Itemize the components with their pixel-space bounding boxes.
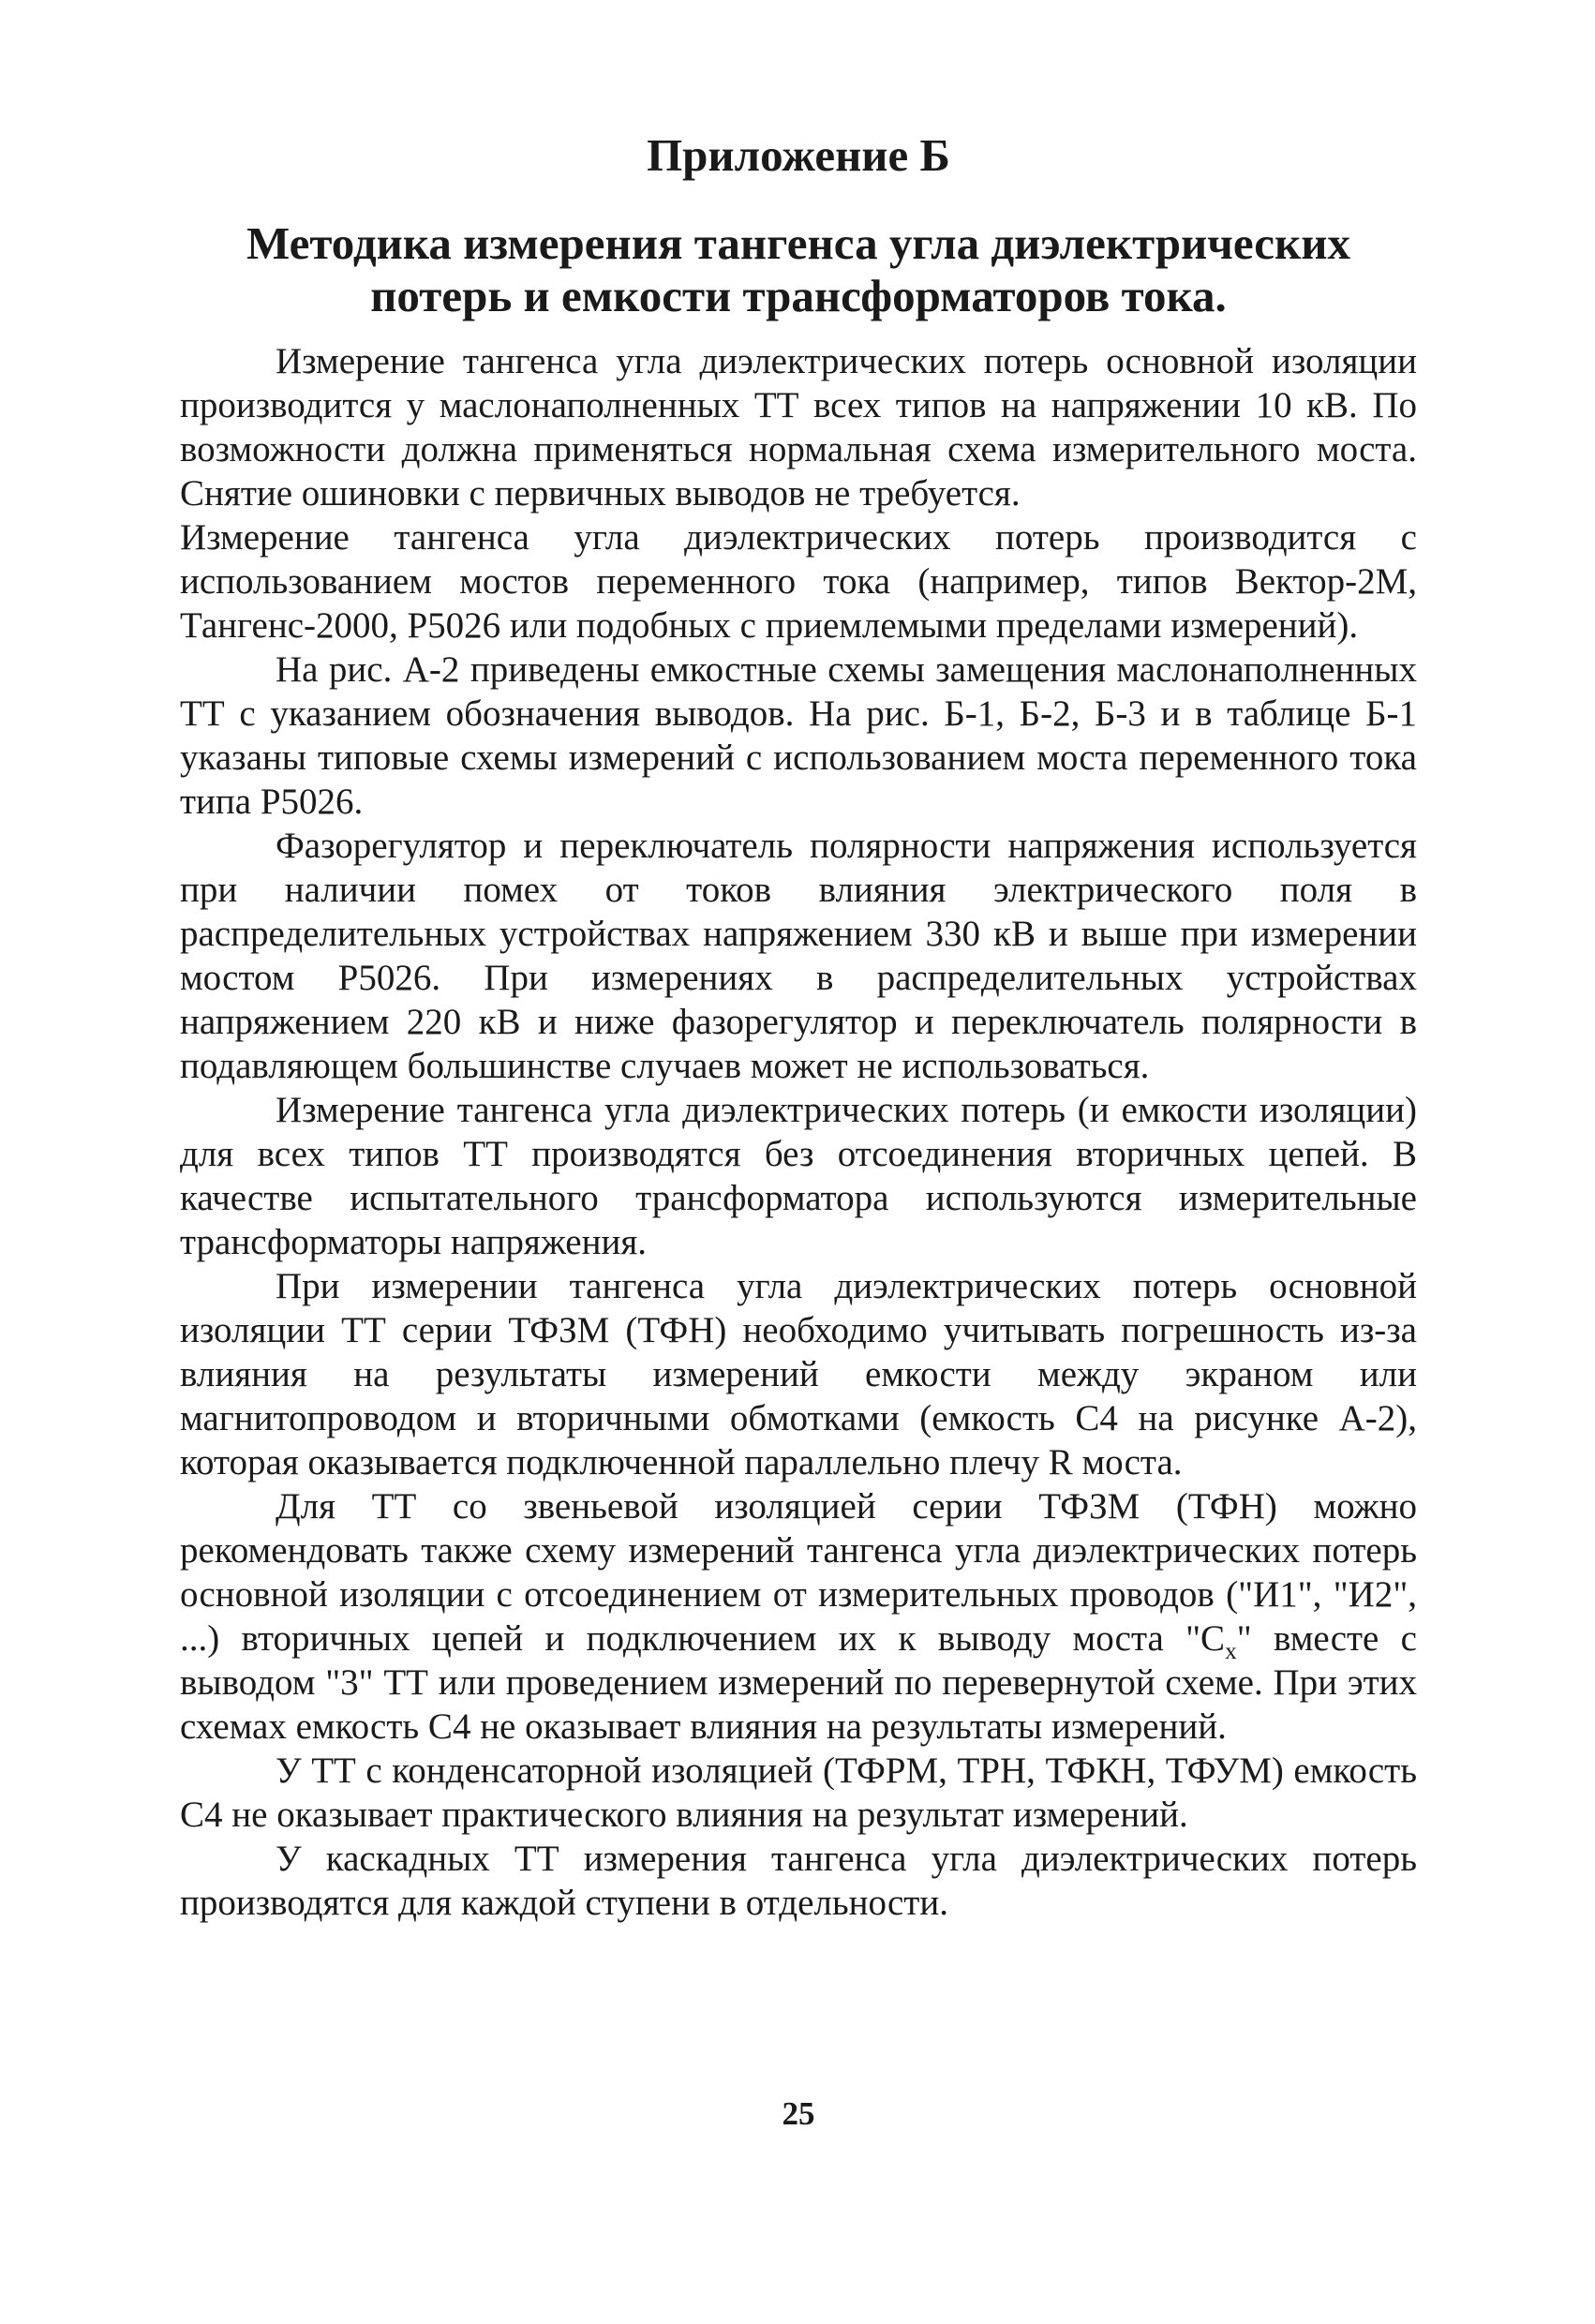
paragraph-text: " вместе с выводом "3" ТТ или проведением измерений по перевернутой схеме. При этих схемах емкость С4 не оказывает влияния на результаты измерений. — [180, 1618, 1417, 1747]
paragraph: При измерении тангенса угла диэлектрических потерь основной изоляции ТТ серии ТФЗМ (ТФН) необходимо учитывать погрешность из-за влияния на результаты измерений емкости между экраном или магнитопроводом и вторичными обмотками (емкость С4 на рисунке А-2), которая оказывается подключенной параллельно плечу R моста. — [180, 1266, 1417, 1482]
paragraph: У каскадных ТТ измерения тангенса угла диэлектрических потерь производятся для каждой ступени в отдельности. — [180, 1839, 1417, 1923]
subscript: х — [1225, 1637, 1237, 1664]
paragraph: Фазорегулятор и переключатель полярности напряжения используется при наличии помех от токов влияния электрического поля в распределительных устройствах напряжением 330 кВ и выше при измерении мостом Р5026. При измерениях в распределительных устройствах напряжением 220 кВ и ниже фазорегулятор и переключатель полярности в подавляющем большинстве случаев может не использоваться. — [180, 826, 1417, 1086]
document-title — [180, 217, 1417, 322]
appendix-title: Приложение Б — [647, 129, 950, 181]
document-title-line-2: потерь и емкости трансформаторов тока. — [370, 270, 1227, 321]
paragraph — [180, 1484, 1417, 1749]
paragraph: Измерение тангенса угла диэлектрических потерь (и емкости изоляции) для всех типов ТТ производятся без отсоединения вторичных цепей. В качестве испытательного трансформатора используются измерительные трансформаторы напряжения. — [180, 1090, 1417, 1262]
document-page — [180, 0, 1417, 2324]
paragraph: У ТТ с конденсаторной изоляцией (ТФРМ, ТРН, ТФКН, ТФУМ) емкость С4 не оказывает практического влияния на результат измерений. — [180, 1750, 1417, 1835]
paragraph-text: Для ТТ со звеньевой изоляцией серии ТФЗМ (ТФН) можно рекомендовать также схему измерений тангенса угла диэлектрических потерь основной изоляции с отсоединением от измерительных проводов ("И1", "И2", ...) вторичных цепей и подключением их к выводу моста "С — [180, 1486, 1417, 1659]
page-number: 25 — [782, 2095, 815, 2132]
paragraph: Измерение тангенса угла диэлектрических потерь производится с использованием мостов переменного тока (например, типов Вектор-2М, Тангенс-2000, Р5026 или подобных с приемлемыми пределами измерений). — [180, 517, 1417, 646]
paragraph: Измерение тангенса угла диэлектрических потерь основной изоляции производится у маслонаполненных ТТ всех типов на напряжении 10 кВ. По возможности должна применяться нормальная схема измерительного моста. Снятие ошиновки с первичных выводов не требуется. — [180, 341, 1417, 514]
document-body — [180, 339, 1417, 1925]
paragraph: На рис. А-2 приведены емкостные схемы замещения маслонаполненных ТТ с указанием обозначения выводов. На рис. Б-1, Б-2, Б-3 и в таблице Б-1 указаны типовые схемы измерений с использованием моста переменного тока типа Р5026. — [180, 649, 1417, 822]
document-title-line-1: Методика измерения тангенса угла диэлектрических — [246, 217, 1350, 269]
